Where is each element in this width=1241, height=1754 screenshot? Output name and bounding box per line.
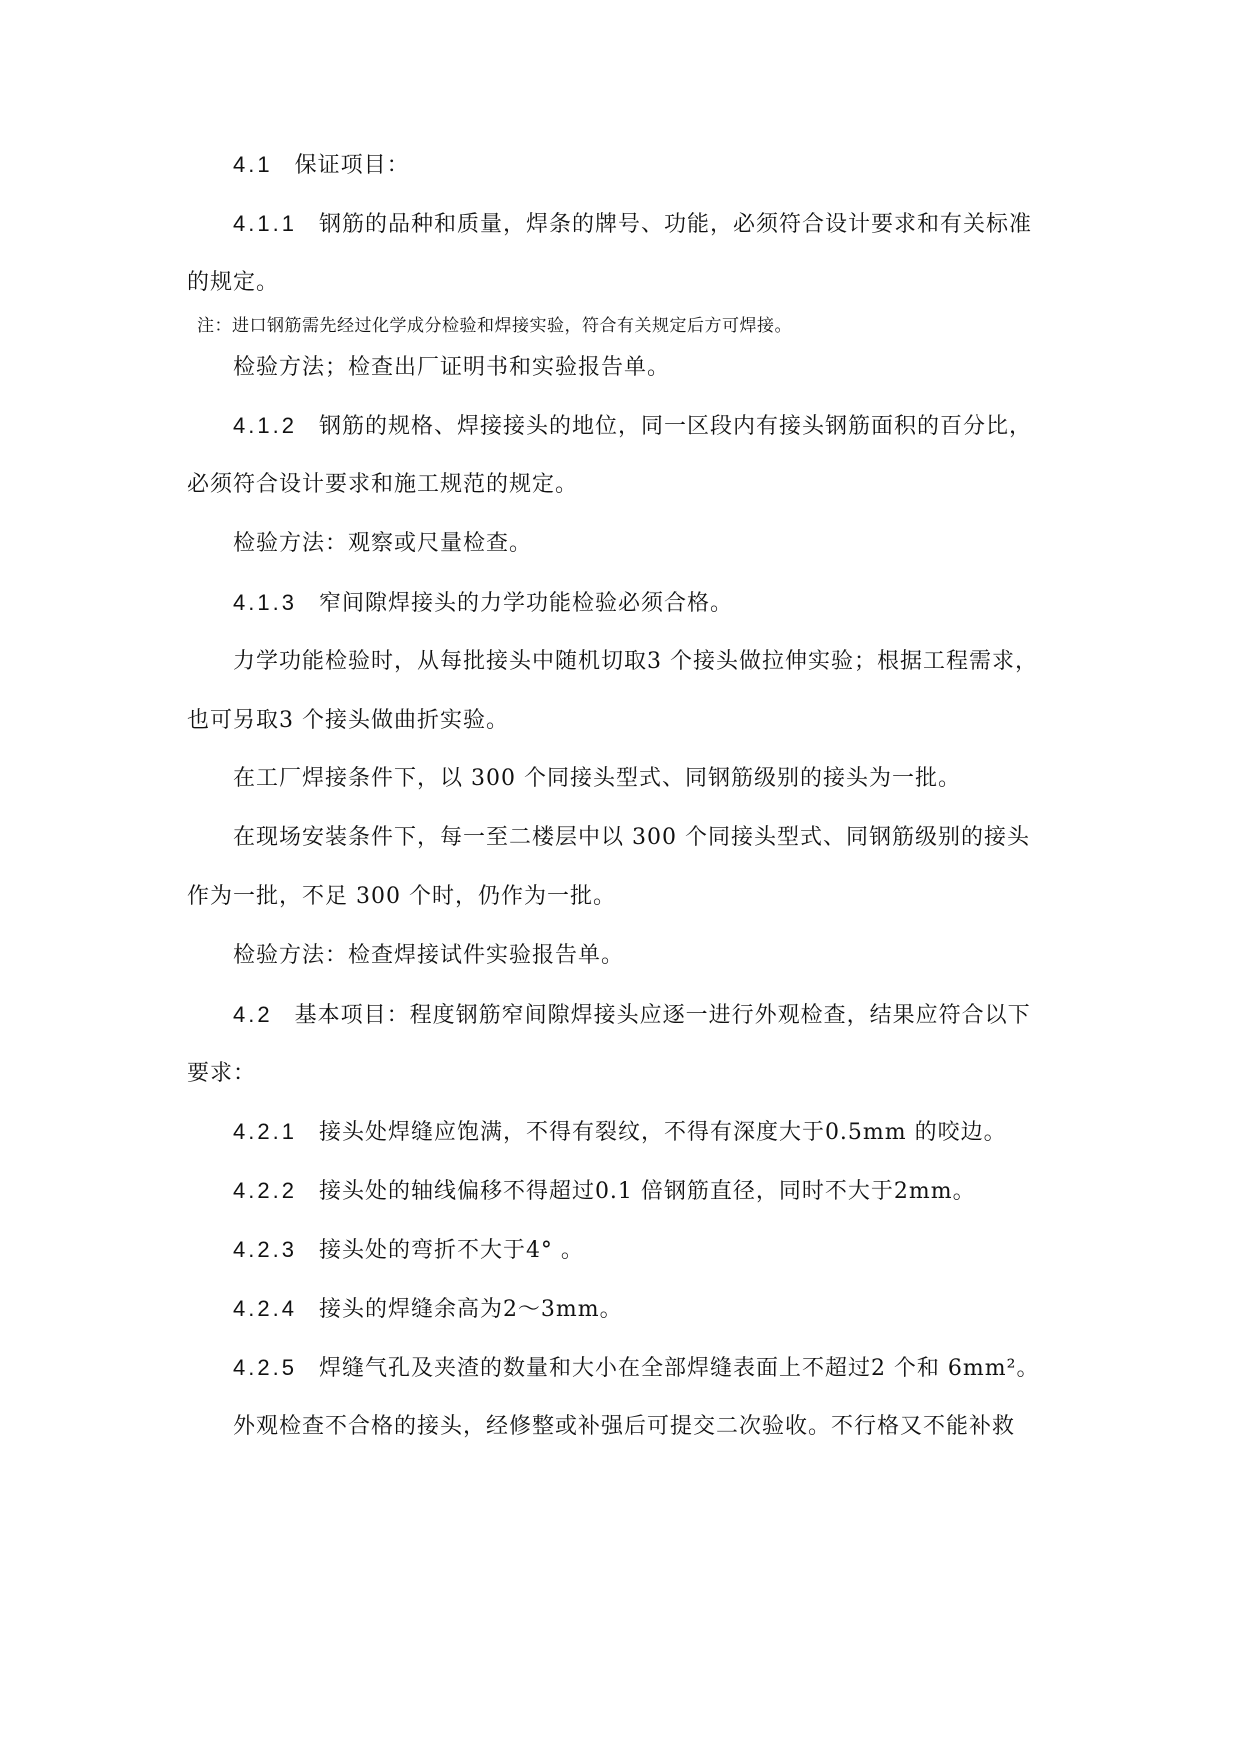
paragraph-line: 的规定。: [187, 270, 280, 295]
note-line: 注：进口钢筋需先经过化学成分检验和焊接实验，符合有关规定后方可焊接。: [197, 316, 792, 336]
clause-text: 接头的焊缝余高为2～3mm。: [318, 1297, 623, 1322]
clause-text: 接头处焊缝应饱满，不得有裂纹，不得有深度大于0.5mm 的咬边。: [318, 1120, 1007, 1145]
clause-line: [233, 1235, 584, 1266]
clause-line: [233, 1294, 623, 1325]
clause-number: 4.1.3: [233, 590, 297, 615]
section-text: 基本项目：程度钢筋窄间隙焊接头应逐一进行外观检查，结果应符合以下: [294, 1003, 1031, 1028]
section-number: 4.1: [233, 152, 273, 177]
clause-line: [233, 1117, 1007, 1148]
paragraph-line: 在工厂焊接条件下，以 300 个同接头型式、同钢筋级别的接头为一批。: [233, 766, 961, 791]
clause-number: 4.2.4: [233, 1296, 297, 1321]
paragraph-line: 检验方法：检查焊接试件实验报告单。: [233, 943, 625, 968]
clause-text: 钢筋的规格、焊接接头的地位，同一区段内有接头钢筋面积的百分比，: [318, 414, 1032, 439]
clause-number: 4.1.2: [233, 413, 297, 438]
paragraph-line: 检验方法：观察或尺量检查。: [233, 531, 533, 556]
section-heading: [233, 1000, 1031, 1031]
clause-line: [233, 1176, 976, 1207]
paragraph-line: 要求：: [187, 1061, 257, 1086]
section-text: 保证项目：: [294, 153, 410, 178]
clause-number: 4.1.1: [233, 211, 297, 236]
paragraph-line: 作为一批，不足 300 个时，仍作为一批。: [187, 884, 616, 909]
section-heading: [233, 150, 410, 181]
paragraph-line: 必须符合设计要求和施工规范的规定。: [187, 472, 579, 497]
paragraph-line: 在现场安装条件下，每一至二楼层中以 300 个同接头型式、同钢筋级别的接头: [233, 825, 1030, 850]
clause-text: 钢筋的品种和质量，焊条的牌号、功能，必须符合设计要求和有关标准: [318, 212, 1032, 237]
paragraph-line: 力学功能检验时，从每批接头中随机切取3 个接头做拉伸实验；根据工程需求，: [233, 649, 1038, 674]
clause-number: 4.2.5: [233, 1355, 297, 1380]
clause-line: [233, 411, 1032, 442]
clause-line: [233, 1353, 1039, 1384]
clause-number: 4.2.2: [233, 1178, 297, 1203]
paragraph-line: 也可另取3 个接头做曲折实验。: [187, 708, 509, 733]
paragraph-line: 检验方法；检查出厂证明书和实验报告单。: [233, 355, 671, 380]
clause-line: [233, 209, 1032, 240]
paragraph-line: 外观检查不合格的接头，经修整或补强后可提交二次验收。不行格又不能补救: [233, 1414, 1016, 1439]
clause-number: 4.2.1: [233, 1119, 297, 1144]
clause-text: 接头处的轴线偏移不得超过0.1 倍钢筋直径，同时不大于2mm。: [318, 1179, 976, 1204]
clause-text: 窄间隙焊接头的力学功能检验必须合格。: [318, 591, 733, 616]
clause-line: [233, 588, 733, 619]
clause-text: 焊缝气孔及夹渣的数量和大小在全部焊缝表面上不超过2 个和 6mm²。: [318, 1356, 1040, 1381]
clause-number: 4.2.3: [233, 1237, 297, 1262]
clause-text: 接头处的弯折不大于4° 。: [318, 1238, 584, 1263]
section-number: 4.2: [233, 1002, 273, 1027]
